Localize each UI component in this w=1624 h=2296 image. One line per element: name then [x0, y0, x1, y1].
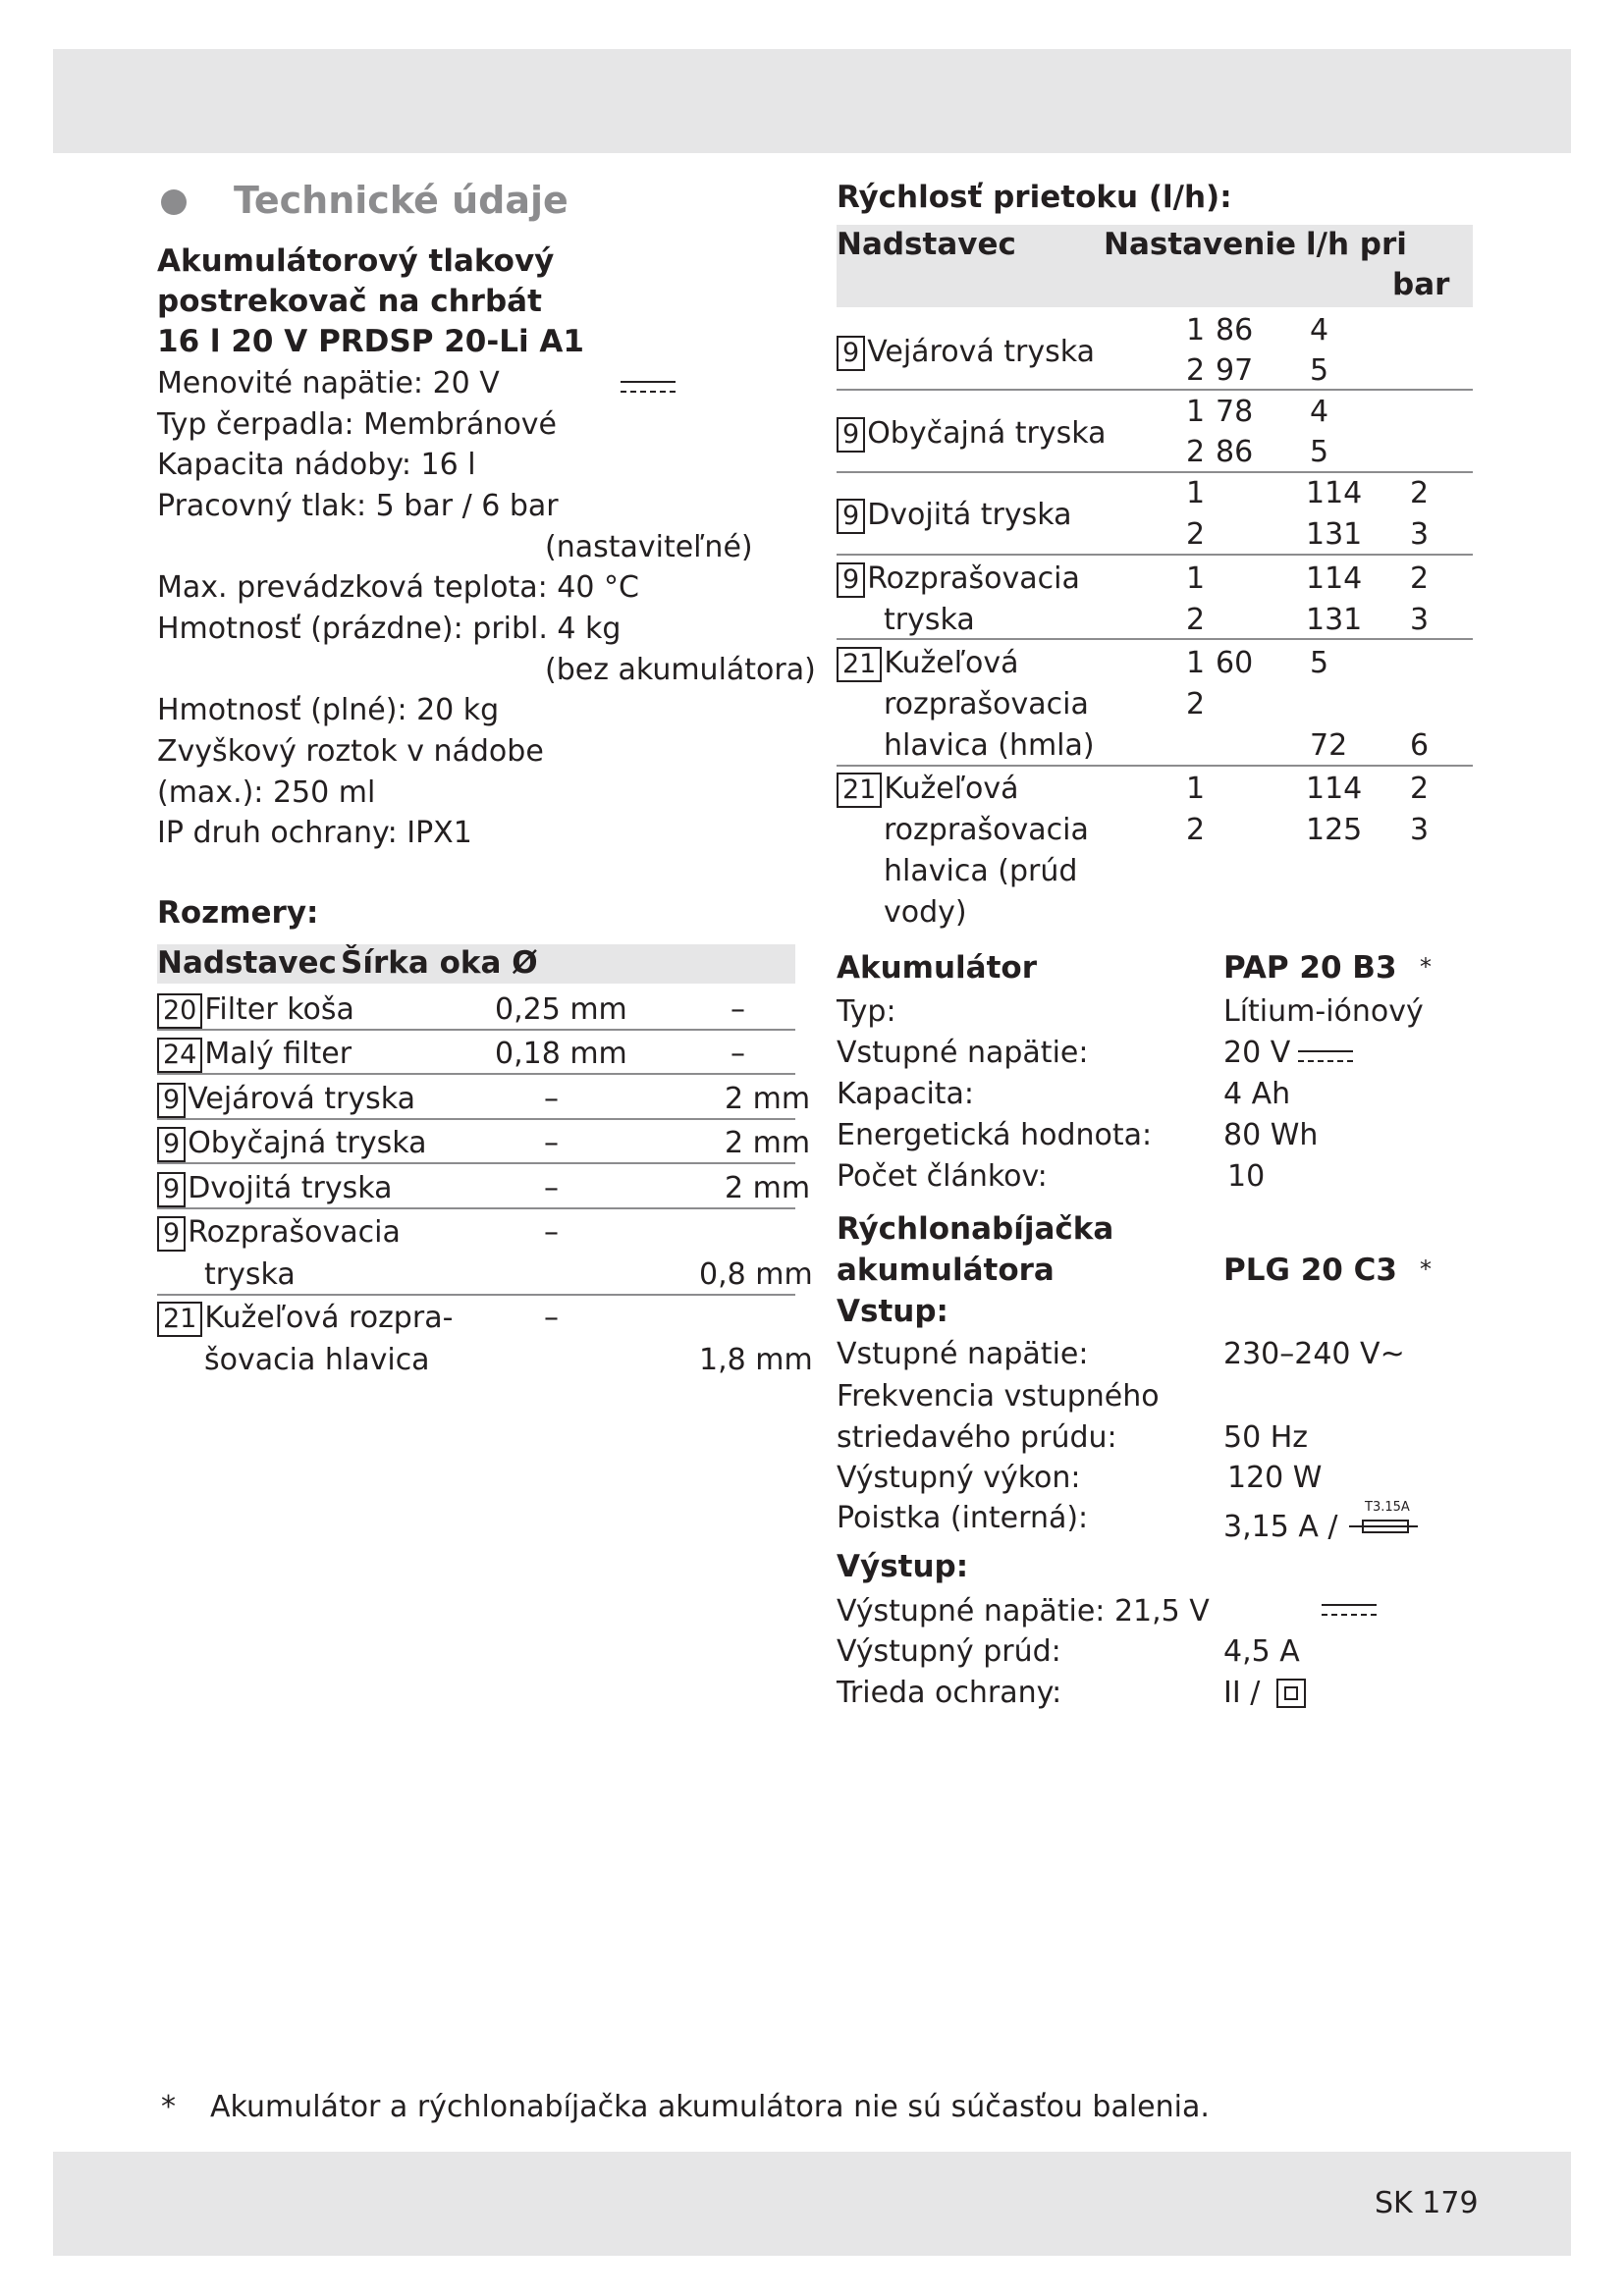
cell-bar: 5	[1310, 435, 1329, 469]
cell-bar: 6	[1410, 728, 1430, 763]
product-title-line-1: Akumulátorový tlakový	[157, 243, 555, 279]
battery-model: PAP 20 B3	[1223, 950, 1397, 986]
table-row: 9 Rozprašovacia	[157, 1212, 401, 1254]
cell-flow: 60	[1216, 646, 1254, 680]
charger-value: 50 Hz	[1223, 1420, 1309, 1455]
cell-setting: 1	[1186, 772, 1206, 806]
row-name-cont: rozprašovacia	[884, 687, 1089, 721]
cell-setting: 1	[1186, 313, 1206, 347]
spec-working-pressure: Pracovný tlak: 5 bar / 6 bar	[157, 489, 559, 523]
charger-footnote-mark: *	[1420, 1255, 1432, 1283]
table-row: 20 Filter koša	[157, 989, 354, 1031]
input-title: Vstup:	[837, 1294, 948, 1329]
spec-rated-voltage: Menovité napätie: 20 V	[157, 366, 500, 400]
cell-bar: 5	[1310, 646, 1329, 680]
cell-bar: 2	[1410, 772, 1430, 806]
cell-setting: 1	[1186, 476, 1206, 510]
battery-footnote-mark: *	[1420, 953, 1432, 981]
table-row: 24 Malý filter	[157, 1034, 352, 1075]
flow-header-bar: bar	[1392, 267, 1450, 302]
spec-weight-empty: Hmotnosť (prázdne): pribl. 4 kg	[157, 612, 622, 646]
cell-flow: 131	[1306, 517, 1363, 552]
row-divider	[837, 765, 1473, 767]
charger-label: Vstupné napätie:	[837, 1337, 1089, 1371]
dc-symbol-icon	[1298, 1050, 1353, 1068]
cell-width: –	[544, 1301, 559, 1335]
row-name-cont: tryska	[884, 603, 975, 637]
battery-value: Lítium-iónový	[1223, 994, 1424, 1029]
cell-hole: 2 mm	[725, 1126, 811, 1160]
spec-adjustable-note: (nastaviteľné)	[545, 530, 753, 564]
row-divider	[157, 1118, 795, 1120]
spec-residual-1: Zvyškový roztok v nádobe	[157, 734, 544, 769]
spec-max-temp: Max. prevádzková teplota: 40 °C	[157, 570, 639, 605]
flow-header-setting: Nastavenie	[1104, 227, 1297, 262]
row-divider	[837, 389, 1473, 391]
cell-setting: 1	[1186, 561, 1206, 596]
cell-width: –	[544, 1082, 559, 1116]
cell-bar: 4	[1310, 313, 1329, 347]
row-divider	[837, 471, 1473, 473]
row-name-cont: hlavica (hmla)	[884, 728, 1095, 763]
spec-residual-2: (max.): 250 ml	[157, 775, 376, 810]
charger-value: 120 W	[1227, 1461, 1323, 1495]
cell-setting: 2	[1186, 813, 1206, 847]
cell-flow: 125	[1306, 813, 1363, 847]
cell-hole: 2 mm	[725, 1171, 811, 1205]
cell-hole: 2 mm	[725, 1082, 811, 1116]
table-row: 9 Rozprašovacia	[837, 559, 1080, 600]
charger-title-2: akumulátora	[837, 1253, 1055, 1288]
header-band	[53, 49, 1571, 153]
footnote-star: *	[161, 2090, 176, 2124]
battery-label: Typ:	[837, 994, 896, 1029]
cell-hole: –	[731, 1037, 745, 1071]
cell-width: 0,25 mm	[495, 992, 627, 1027]
row-divider	[157, 1073, 795, 1075]
cell-bar: 3	[1410, 813, 1430, 847]
cell-hole: 1,8 mm	[699, 1343, 813, 1377]
battery-value: 4 Ah	[1223, 1077, 1291, 1111]
bullet-icon	[161, 189, 187, 215]
table-row: 21 Kužeľová	[837, 769, 1019, 810]
cell-width: 0,18 mm	[495, 1037, 627, 1071]
table-row: 9 Obyčajná tryska	[837, 413, 1106, 454]
row-name-cont: tryska	[204, 1257, 296, 1292]
charger-model: PLG 20 C3	[1223, 1253, 1397, 1288]
cell-flow: 131	[1306, 603, 1363, 637]
section-title: Technické údaje	[234, 179, 568, 222]
table-row: 21 Kužeľová rozpra-	[157, 1298, 453, 1339]
footer-band	[53, 2152, 1571, 2256]
battery-title: Akumulátor	[837, 950, 1037, 986]
product-title-line-2: postrekovač na chrbát	[157, 284, 542, 319]
charger-value: II /	[1223, 1676, 1261, 1710]
table-row: 9 Vejárová tryska	[837, 332, 1095, 373]
cell-hole: –	[731, 992, 745, 1027]
cell-bar: 5	[1310, 353, 1329, 388]
cell-setting: 2	[1186, 435, 1206, 469]
charger-label: Výstupný prúd:	[837, 1634, 1061, 1669]
page-number: SK 179	[1375, 2186, 1479, 2220]
charger-title-1: Rýchlonabíjačka	[837, 1211, 1114, 1247]
cell-bar: 2	[1410, 561, 1430, 596]
charger-label: Poistka (interná):	[837, 1501, 1089, 1535]
row-divider	[157, 1029, 795, 1031]
cell-width: –	[544, 1126, 559, 1160]
charger-value: 4,5 A	[1223, 1634, 1300, 1669]
cell-setting: 2	[1186, 603, 1206, 637]
cell-flow: 86	[1216, 313, 1254, 347]
spec-weight-note: (bez akumulátora)	[545, 653, 816, 687]
row-divider	[157, 1162, 795, 1164]
cell-hole: 0,8 mm	[699, 1257, 813, 1292]
cell-setting: 1	[1186, 395, 1206, 429]
dc-symbol-icon	[1322, 1604, 1377, 1622]
cell-flow: 86	[1216, 435, 1254, 469]
row-name-cont: vody)	[884, 895, 967, 930]
cell-bar: 2	[1410, 476, 1430, 510]
row-name-cont: šovacia hlavica	[204, 1343, 430, 1377]
cell-flow: 78	[1216, 395, 1254, 429]
battery-value: 80 Wh	[1223, 1118, 1319, 1152]
cell-flow: 114	[1306, 561, 1363, 596]
flow-header-lh: l/h pri	[1306, 227, 1407, 262]
rozmery-header-mesh: Šírka oka Ø	[341, 945, 538, 981]
row-divider	[157, 1294, 795, 1296]
spec-ip-class: IP druh ochrany: IPX1	[157, 816, 472, 850]
spec-tank-capacity: Kapacita nádoby: 16 l	[157, 448, 476, 482]
cell-flow: 114	[1306, 772, 1363, 806]
cell-setting: 1	[1186, 646, 1206, 680]
row-name-cont: hlavica (prúd	[884, 854, 1078, 888]
row-divider	[157, 1207, 795, 1209]
cell-setting: 2	[1186, 687, 1206, 721]
cell-bar: 3	[1410, 603, 1430, 637]
rozmery-title: Rozmery:	[157, 895, 319, 931]
footnote-text: Akumulátor a rýchlonabíjačka akumulátora nie sú súčasťou balenia.	[210, 2090, 1210, 2124]
charger-label: Frekvencia vstupného	[837, 1379, 1160, 1414]
battery-label: Energetická hodnota:	[837, 1118, 1153, 1152]
battery-label: Počet článkov:	[837, 1159, 1048, 1194]
row-name-cont: rozprašovacia	[884, 813, 1089, 847]
charger-label: Výstupný výkon:	[837, 1461, 1081, 1495]
cell-bar: 3	[1410, 517, 1430, 552]
battery-value: 10	[1227, 1159, 1266, 1194]
battery-value: 20 V	[1223, 1036, 1291, 1070]
table-row: 21 Kužeľová	[837, 643, 1019, 684]
cell-width: –	[544, 1171, 559, 1205]
output-title: Výstup:	[837, 1549, 969, 1584]
charger-value: 3,15 A /	[1223, 1510, 1338, 1544]
row-divider	[837, 554, 1473, 556]
cell-flow: 97	[1216, 353, 1254, 388]
cell-setting: 2	[1186, 517, 1206, 552]
spec-pump-type: Typ čerpadla: Membránové	[157, 407, 558, 442]
charger-label: Trieda ochrany:	[837, 1676, 1062, 1710]
dc-symbol-icon	[621, 381, 676, 399]
protection-class-ii-icon	[1276, 1679, 1306, 1708]
battery-label: Kapacita:	[837, 1077, 975, 1111]
charger-label: Výstupné napätie: 21,5 V	[837, 1594, 1210, 1629]
cell-setting: 2	[1186, 353, 1206, 388]
spec-weight-full: Hmotnosť (plné): 20 kg	[157, 693, 500, 727]
cell-bar: 4	[1310, 395, 1329, 429]
table-row: 9 Obyčajná tryska	[157, 1123, 426, 1164]
flow-title: Rýchlosť prietoku (l/h):	[837, 180, 1232, 215]
table-row: 9 Dvojitá tryska	[837, 495, 1071, 536]
battery-label: Vstupné napätie:	[837, 1036, 1089, 1070]
charger-label: striedavého prúdu:	[837, 1420, 1117, 1455]
cell-width: –	[544, 1215, 559, 1250]
table-row: 9 Dvojitá tryska	[157, 1168, 392, 1209]
rozmery-header-attachment: Nadstavec	[157, 945, 337, 981]
cell-flow: 72	[1310, 728, 1348, 763]
table-row: 9 Vejárová tryska	[157, 1079, 415, 1120]
charger-value: 230–240 V~	[1223, 1337, 1405, 1371]
product-title-line-3: 16 l 20 V PRDSP 20-Li A1	[157, 324, 584, 359]
row-divider	[837, 638, 1473, 640]
flow-header-attachment: Nadstavec	[837, 227, 1016, 262]
cell-flow: 114	[1306, 476, 1363, 510]
